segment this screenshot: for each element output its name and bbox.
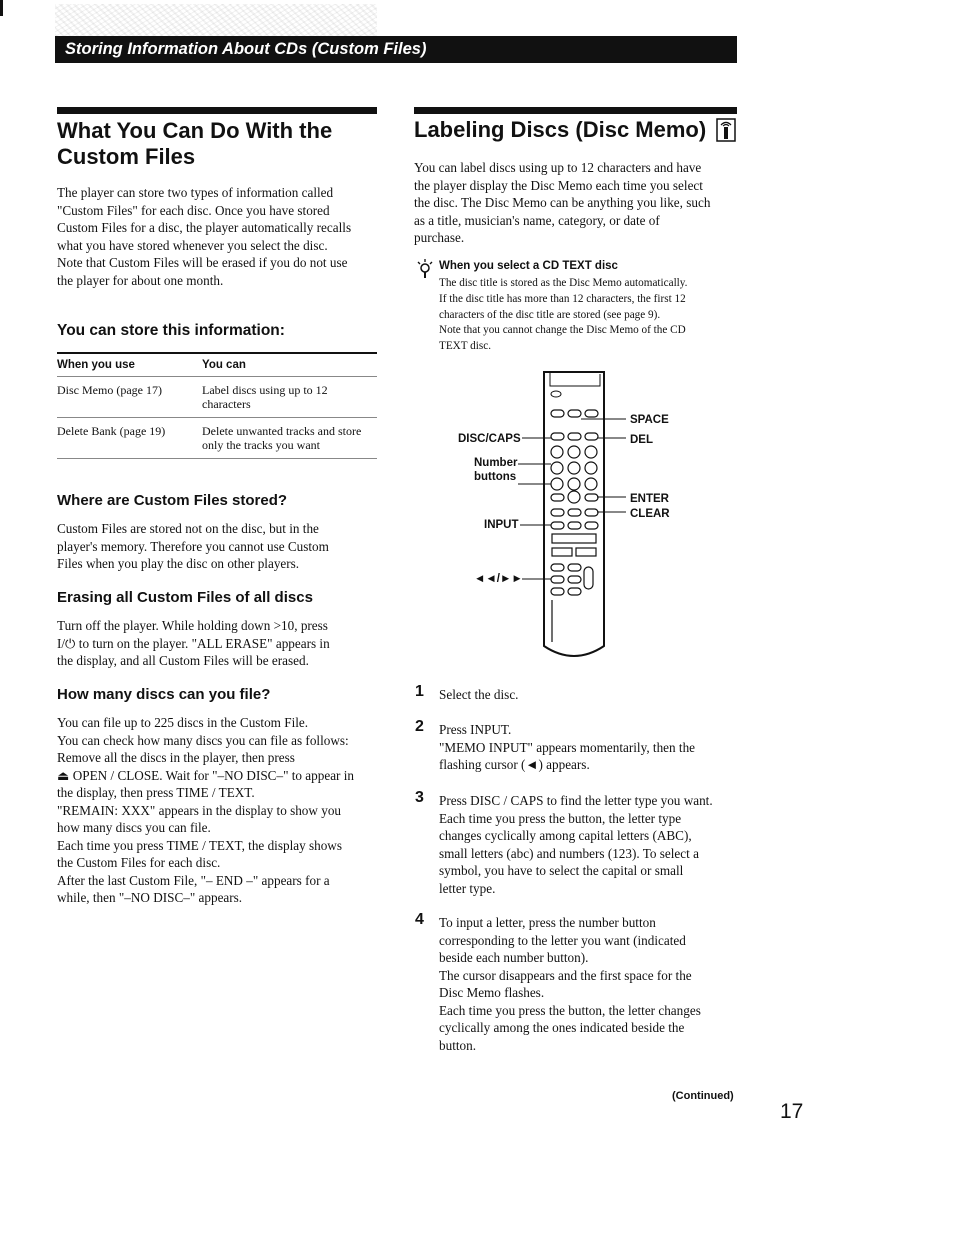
text-line: how many discs you can file. <box>57 820 211 835</box>
table-row <box>57 418 377 459</box>
text-line: Press DISC / CAPS to find the letter type you want. <box>439 793 713 808</box>
howmany-text <box>57 714 387 907</box>
text-line: Note that you cannot change the Disc Memo of the CD <box>439 324 686 337</box>
text-line: "REMAIN: XXX" appears in the display to show you <box>57 802 342 818</box>
text-line: Disc Memo flashes. <box>439 985 545 1000</box>
text-line: ⏏ OPEN / CLOSE. Wait for "–NO DISC–" to appear in <box>57 767 355 783</box>
text-line: small letters (abc) and numbers (123). To select a <box>439 845 699 861</box>
label-enter: ENTER <box>630 493 669 505</box>
erase-text <box>57 617 387 670</box>
text-line: Select the disc. <box>439 687 519 702</box>
text-line: the display, and all Custom Files will be erased. <box>57 653 309 668</box>
text-line: as a title, musician's name, category, or date of <box>414 212 660 228</box>
where-text <box>57 520 387 573</box>
right-intro <box>414 159 744 247</box>
label-disc-caps: DISC/CAPS <box>458 433 521 445</box>
text-line: Custom Files are stored not on the disc, but in the <box>57 521 319 536</box>
text-line: Custom Files for a disc, the player automatically recalls <box>57 220 352 235</box>
step-3-text <box>439 792 749 897</box>
text-line: The disc title is stored as the Disc Memo automatically. <box>439 277 688 289</box>
text-line: the Custom Files for each disc. <box>57 855 221 870</box>
step-4-text <box>439 914 749 1054</box>
step-number: 2 <box>415 718 424 735</box>
text-line: I/⏻ to turn on the player. "ALL ERASE" appears in <box>57 635 330 651</box>
text-line: button. <box>439 1037 476 1053</box>
text-line: Note that Custom Files will be erased if you do not use <box>57 255 348 270</box>
step-number: 4 <box>415 911 424 928</box>
text-line: characters of the disc title are stored (see page 9). <box>439 308 661 321</box>
table-cell: Label discs using up to 12 characters <box>202 377 377 418</box>
text-line: beside each number button). <box>439 950 589 965</box>
text-line: The cursor disappears and the first space for the <box>439 967 692 983</box>
text-line: TEXT disc. <box>439 340 491 353</box>
text-line: player's memory. Therefore you cannot use Custom <box>57 538 329 554</box>
text-line: The player can store two types of information called <box>57 185 334 200</box>
text-line: Remove all the discs in the player, then press <box>57 750 295 765</box>
text-line: Each time you press TIME / TEXT, the display shows <box>57 837 342 853</box>
text-line: Each time you press the button, the letter type <box>439 810 682 826</box>
table-cell: Delete Bank (page 19) <box>57 418 202 459</box>
step-number: 3 <box>415 789 424 806</box>
table-header: When you use <box>57 353 202 377</box>
label-input: INPUT <box>484 519 519 531</box>
scan-texture <box>55 4 377 36</box>
table-row <box>57 377 377 418</box>
tip-icon <box>416 258 434 285</box>
label-clear: CLEAR <box>630 508 670 520</box>
tip-text <box>439 276 739 355</box>
text-line: the display, then press TIME / TEXT. <box>57 785 255 800</box>
table-header-row <box>57 353 377 377</box>
where-heading: Where are Custom Files stored? <box>57 492 288 509</box>
text-line: "Custom Files" for each disc. Once you have stored <box>57 202 330 218</box>
text-line: the player display the Disc Memo each time you select <box>414 177 703 193</box>
text-line: Turn off the player. While holding down >10, press <box>57 618 328 633</box>
right-title-row <box>414 117 744 147</box>
section-banner <box>55 36 737 63</box>
label-skip: ◄◄/►► <box>474 573 523 585</box>
text-line: After the last Custom File, "– END –" appears for a <box>57 872 330 888</box>
left-title-rule <box>57 107 377 114</box>
text-line: purchase. <box>414 230 465 245</box>
text-line: Each time you press the button, the letter changes <box>439 1002 701 1018</box>
step-number: 1 <box>415 683 424 700</box>
text-line: Files when you play the disc on other players. <box>57 556 300 571</box>
text-line: while, then "–NO DISC–" appears. <box>57 890 243 905</box>
edge-mark <box>0 0 3 16</box>
text-line: symbol, you have to select the capital or small <box>439 863 684 878</box>
step-2-text <box>439 721 739 774</box>
text-line: corresponding to the letter you want (indicated <box>439 932 686 948</box>
table-header: You can <box>202 353 377 377</box>
text-line: cyclically among the ones indicated beside the <box>439 1020 685 1035</box>
text-line: letter type. <box>439 880 496 896</box>
label-number: Number <box>474 457 518 469</box>
howmany-heading: How many discs can you file? <box>57 686 271 703</box>
step-1-text <box>439 686 739 704</box>
erase-heading: Erasing all Custom Files of all discs <box>57 589 313 606</box>
table-cell: Delete unwanted tracks and store only the tracks you want <box>202 418 377 459</box>
banner-title: Storing Information About CDs (Custom Files) <box>65 40 427 58</box>
text-line: what you have stored whenever you select the disc. <box>57 237 328 253</box>
text-line: If the disc title has more than 12 characters, the first 12 <box>439 292 686 305</box>
left-title: What You Can Do With the Custom Files <box>57 118 333 169</box>
right-title-rule <box>414 107 737 114</box>
store-heading: You can store this information: <box>57 322 285 339</box>
label-buttons: buttons <box>474 471 517 483</box>
remote-icon <box>716 118 736 147</box>
info-table <box>57 352 377 459</box>
text-line: the player for about one month. <box>57 272 224 288</box>
text-line: flashing cursor (◄) appears. <box>439 757 590 772</box>
continued-label: (Continued) <box>672 1090 734 1102</box>
table-cell: Disc Memo (page 17) <box>57 377 202 418</box>
text-line: You can check how many discs you can file as follows: <box>57 732 349 748</box>
text-line: "MEMO INPUT" appears momentarily, then the <box>439 739 696 755</box>
label-space: SPACE <box>630 414 669 426</box>
text-line: Press INPUT. <box>439 722 512 737</box>
page-number: 17 <box>780 1100 804 1123</box>
label-del: DEL <box>630 434 653 446</box>
left-intro <box>57 184 387 289</box>
text-line: You can label discs using up to 12 characters and have <box>414 160 702 175</box>
text-line: the disc. The Disc Memo can be anything you like, such <box>414 195 711 210</box>
tip-heading: When you select a CD TEXT disc <box>439 260 618 272</box>
right-title: Labeling Discs (Disc Memo) <box>414 117 707 142</box>
text-line: changes cyclically among capital letters (ABC), <box>439 828 692 843</box>
text-line: You can file up to 225 discs in the Custom File. <box>57 715 309 730</box>
text-line: To input a letter, press the number button <box>439 915 656 930</box>
